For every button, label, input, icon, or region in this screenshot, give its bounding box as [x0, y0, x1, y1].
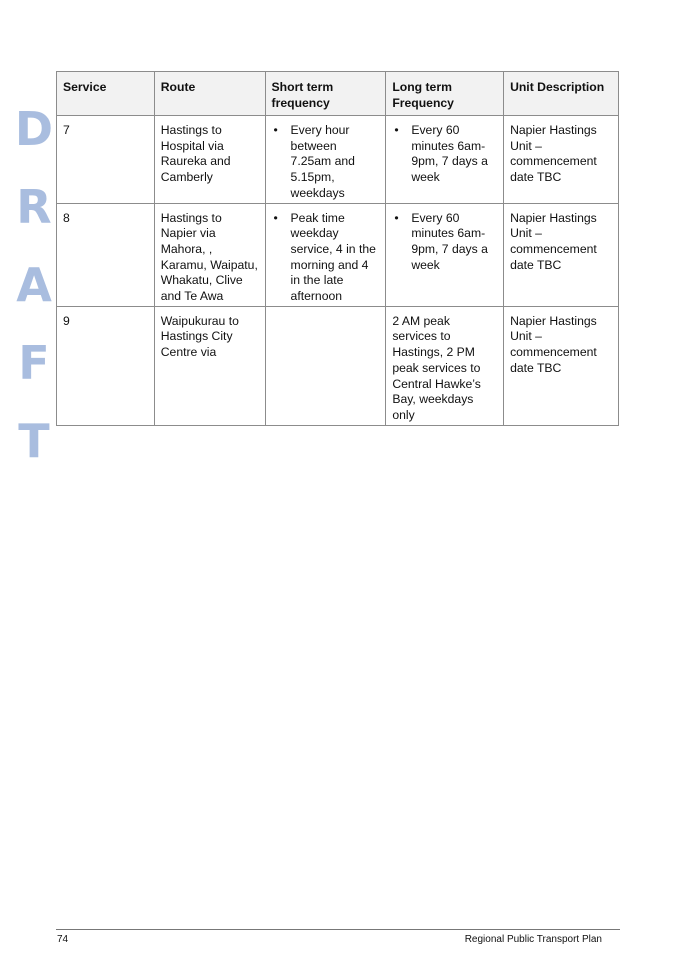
- watermark-letter: F: [18, 336, 50, 390]
- watermark-letter: T: [18, 414, 50, 468]
- long-term-text: Every 60 minutes 6am-9pm, 7 days a week: [411, 123, 488, 185]
- header-unit-description: Unit Description: [504, 72, 619, 116]
- cell-short-term: [265, 203, 386, 306]
- cell-short-term: [265, 116, 386, 204]
- cell-unit: Napier Hastings Unit – commencement date TBC: [504, 116, 619, 204]
- bullet-icon: •: [394, 210, 399, 225]
- bullet-icon: •: [394, 123, 399, 137]
- draft-watermark: [12, 90, 56, 480]
- header-service: Service: [57, 72, 155, 116]
- table-header-row: [57, 72, 619, 116]
- short-term-text: Every hour between 7.25am and 5.15pm, weekdays: [290, 123, 355, 200]
- cell-service: 8: [57, 203, 155, 306]
- watermark-letter: A: [16, 258, 52, 312]
- bullet-icon: •: [273, 123, 278, 137]
- document-title: Regional Public Transport Plan: [464, 934, 602, 945]
- bullet-icon: •: [273, 210, 278, 225]
- services-table: [56, 71, 619, 426]
- short-term-text: Peak time weekday service, 4 in the morning and 4 in the late afternoon: [290, 210, 376, 304]
- watermark-letter: D: [14, 102, 54, 156]
- cell-long-term: [386, 203, 504, 306]
- header-long-term-frequency: Long term Frequency: [386, 72, 504, 116]
- table-row: [57, 116, 619, 204]
- cell-route: Waipukurau to Hastings City Centre via: [154, 306, 265, 425]
- header-short-term-frequency: Short term frequency: [265, 72, 386, 116]
- page-number: 74: [57, 934, 69, 945]
- long-term-text: Every 60 minutes 6am-9pm, 7 days a week: [411, 210, 488, 272]
- table-row: [57, 203, 619, 306]
- cell-short-term: [265, 306, 386, 425]
- cell-long-term: 2 AM peak services to Hastings, 2 PM peak services to Central Hawke’s Bay, weekdays only: [386, 306, 504, 425]
- cell-long-term: [386, 116, 504, 204]
- footer-divider: [56, 929, 620, 930]
- table-row: [57, 306, 619, 425]
- watermark-letter: R: [16, 180, 52, 234]
- cell-service: 7: [57, 116, 155, 204]
- cell-service: 9: [57, 306, 155, 425]
- cell-route: Hastings to Napier via Mahora, , Karamu, Waipatu, Whakatu, Clive and Te Awa: [154, 203, 265, 306]
- cell-unit: Napier Hastings Unit – commencement date TBC: [504, 306, 619, 425]
- cell-route: Hastings to Hospital via Raureka and Camberly: [154, 116, 265, 204]
- header-route: Route: [154, 72, 265, 116]
- cell-unit: Napier Hastings Unit – commencement date TBC: [504, 203, 619, 306]
